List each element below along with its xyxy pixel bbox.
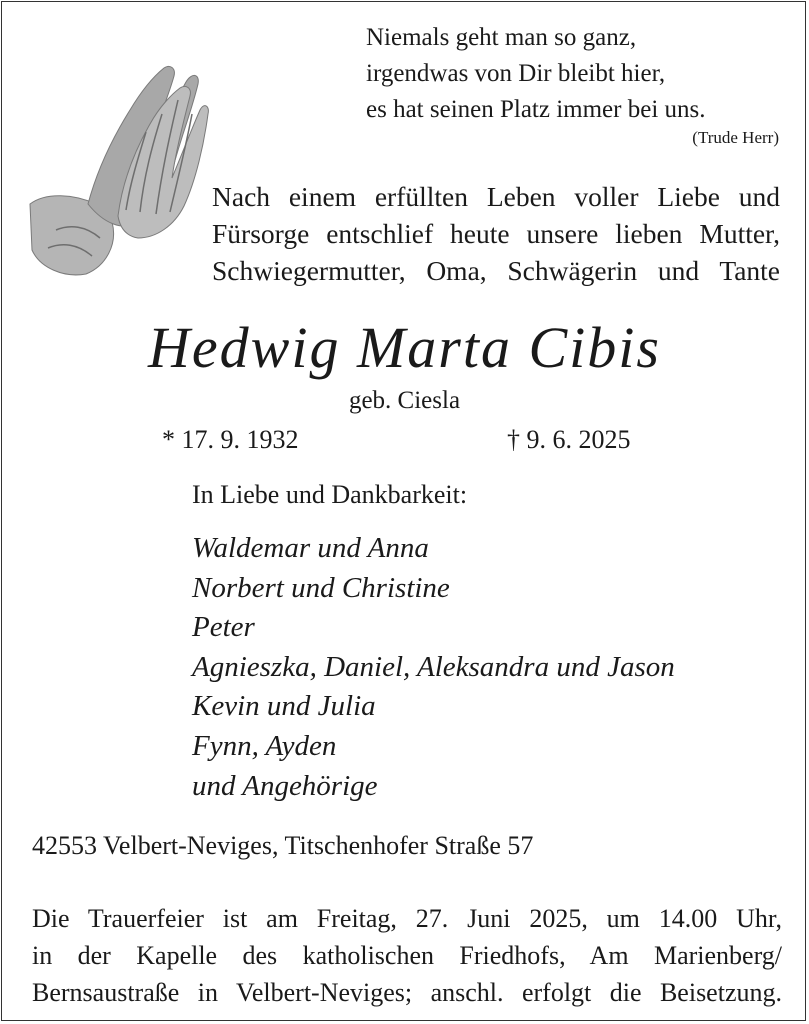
- mourner-name: Kevin und Julia: [192, 690, 376, 723]
- ceremony-line: Bernsaustraße in Velbert-Neviges; anschl. erfolgt die Beisetzung.: [32, 978, 782, 1007]
- mourner-name: Agnieszka, Daniel, Aleksandra und Jason: [192, 650, 675, 683]
- intro-text: [212, 178, 780, 289]
- ceremony-text: [32, 900, 782, 1011]
- obituary-notice: [1, 1, 806, 1021]
- ceremony-line: in der Kapelle des katholischen Friedhofs, Am Marienberg/: [32, 941, 782, 970]
- intro-line: Nach einem erfüllten Leben voller Liebe und: [212, 181, 780, 212]
- praying-hands-icon: [26, 54, 212, 280]
- quote-author: (Trude Herr): [692, 128, 779, 147]
- mourner-name: Peter: [192, 611, 255, 644]
- mourner-name: und Angehörige: [192, 769, 378, 802]
- ceremony-line: Die Trauerfeier ist am Freitag, 27. Juni 2025, um 14.00 Uhr,: [32, 904, 782, 933]
- quote-line: irgendwas von Dir bleibt hier,: [366, 60, 666, 87]
- mourner-name: Fynn, Ayden: [192, 729, 337, 762]
- address: 42553 Velbert-Neviges, Titschenhofer Straße 57: [32, 831, 534, 860]
- mourner-name: Waldemar und Anna: [192, 532, 429, 564]
- mourners-heading: In Liebe und Dankbarkeit:: [192, 480, 468, 509]
- mourner-name: Norbert und Christine: [192, 571, 450, 604]
- intro-line: Fürsorge entschlief heute unsere lieben Mutter,: [212, 218, 780, 249]
- deceased-name: Hedwig Marta Cibis: [148, 315, 661, 380]
- quote-line: es hat seinen Platz immer bei uns.: [366, 96, 706, 123]
- death-date: † 9. 6. 2025: [507, 425, 631, 454]
- intro-line: Schwiegermutter, Oma, Schwägerin und Tante: [212, 255, 780, 286]
- birth-date: * 17. 9. 1932: [162, 425, 299, 454]
- mourners-list: [192, 529, 675, 806]
- quote-line: Niemals geht man so ganz,: [366, 24, 637, 51]
- born-name: geb. Ciesla: [348, 387, 461, 414]
